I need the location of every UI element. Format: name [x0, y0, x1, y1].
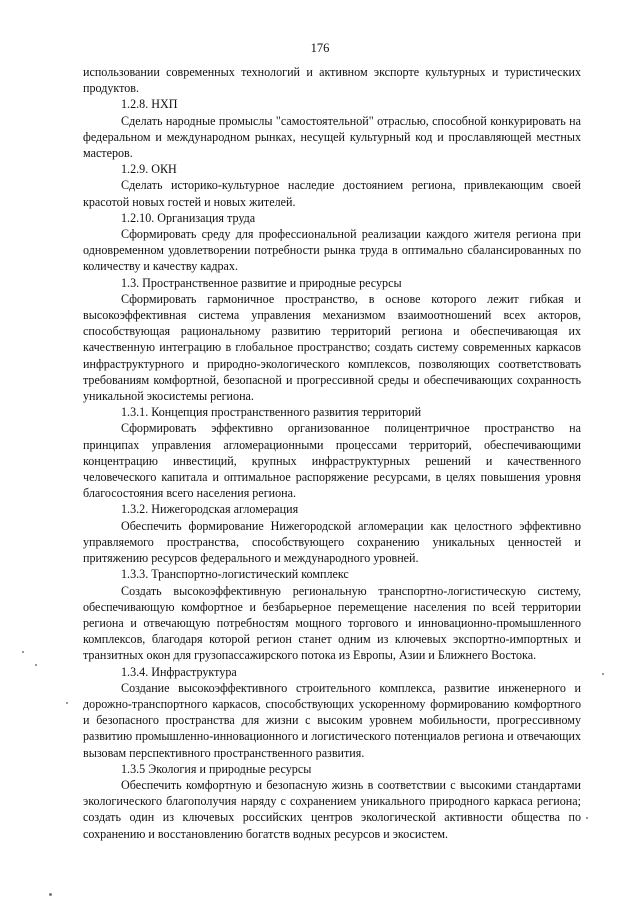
- body-paragraph: Сформировать эффективно организованное полицентричное пространство на принципах управления агломерационными процессами территорий, обеспечивающими концентрацию инвестиций, крупных инфраструктурных решений и качественного человеческого капитала и оптимальное распоряжение ресурсами, в целях повышения уровня благосостояния всего населения региона.: [83, 421, 581, 501]
- page-number: 176: [310, 41, 330, 55]
- body-paragraph: Обеспечить комфортную и безопасную жизнь в соответствии с высокими стандартами экологического благополучия наряду с сохранением уникального природного каркаса региона; создать один из ключевых российских центров экологической активности общества по сохранению и восстановлению богатств водных ресурсов и экосистем.: [83, 777, 581, 841]
- scan-speck: [66, 702, 68, 704]
- body-paragraph: Сделать историко-культурное наследие достоянием региона, привлекающим своей красотой новых гостей и новых жителей.: [83, 178, 581, 209]
- scan-speck: [35, 664, 37, 666]
- section-heading: 1.3.1. Концепция пространственного развития территорий: [121, 405, 422, 420]
- scan-speck: [22, 651, 24, 653]
- body-paragraph: Сформировать среду для профессиональной реализации каждого жителя региона при одновременном удовлетворении потребности рынка труда в оптимально сбалансированных по количеству и качеству кадрах.: [83, 227, 581, 274]
- section-heading: 1.3.4. Инфраструктура: [121, 664, 237, 679]
- section-heading: 1.3. Пространственное развитие и природные ресурсы: [121, 275, 402, 290]
- body-paragraph: Сделать народные промыслы "самостоятельной" отраслью, способной конкурировать на федеральном и международном рынках, несущей культурный код и прославляющей местных мастеров.: [83, 113, 581, 161]
- section-heading: 1.3.2. Нижегородская агломерация: [121, 502, 299, 517]
- document-body: [83, 64, 581, 842]
- section-heading: 1.3.3. Транспортно-логистический комплекс: [121, 567, 349, 582]
- section-heading: 1.2.8. НХП: [121, 97, 178, 112]
- body-paragraph: Создание высокоэффективного строительного комплекса, развитие инженерного и дорожно-транспортного каркасов, способствующих ускоренному формированию комфортного и безопасного пространства для жизни с высоким уровнем мобильности, прогрессивному развитию промышленно-инновационного и логистического потенциалов региона и отвечающих вызовам перспективного пространственного развития.: [83, 680, 581, 760]
- body-paragraph: использовании современных технологий и активном экспорте культурных и туристических продуктов.: [83, 65, 581, 96]
- section-heading: 1.3.5 Экология и природные ресурсы: [121, 761, 312, 776]
- section-heading: 1.2.10. Организация труда: [121, 210, 256, 225]
- scan-speck: [49, 893, 52, 896]
- section-heading: 1.2.9. ОКН: [121, 162, 177, 177]
- scan-speck: [586, 817, 588, 819]
- body-paragraph: Обеспечить формирование Нижегородской агломерации как целостного эффективно управляемого пространства, способствующего сохранению уникальных ценностей и притяжению ресурсов федерального и международного уровней.: [83, 518, 581, 566]
- body-paragraph: Создать высокоэффективную региональную транспортно-логистическую систему, обеспечивающую комфортное и безбарьерное перемещение населения по всей территории региона и отвечающую потребностям мощного торгового и инновационно-промышленного комплексов, благодаря которой регион станет одним из ключевых экспортно-импортных и транзитных окон для грузопассажирского потока из Европы, Азии и Ближнего Востока.: [83, 583, 581, 663]
- scan-speck: [602, 673, 604, 675]
- body-paragraph: Сформировать гармоничное пространство, в основе которого лежит гибкая и высокоэффективная система управления механизмом взаимоотношений всех акторов, способствующая рациональному развитию территорий региона и обеспечивающая их качественную интеграцию в глобальное пространство; создать систему современных каркасов инфраструктурного и природно-экологического комплексов, позволяющих соответствовать требованиям комфортной, безопасной и прогрессивной среды и обеспечивающих сохранность уникальной экосистемы региона.: [83, 291, 581, 404]
